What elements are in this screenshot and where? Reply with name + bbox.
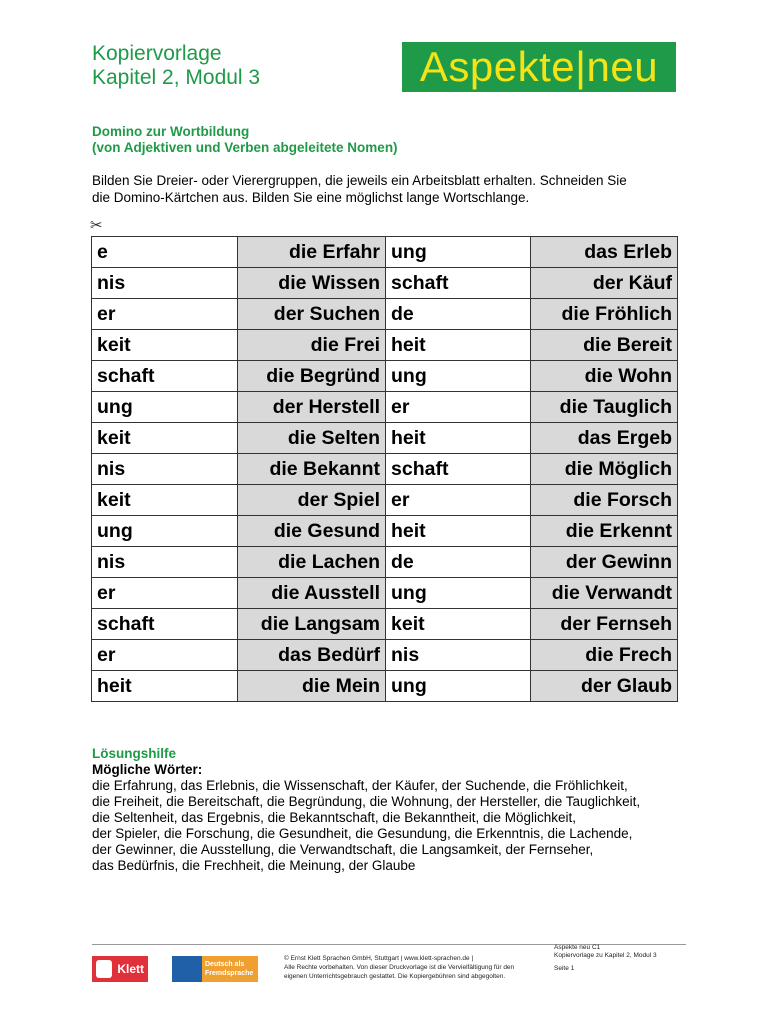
domino-suffix-cell: ung [386, 237, 531, 268]
domino-stem-cell: der Fernseh [531, 609, 678, 640]
solution-line: der Gewinner, die Ausstellung, die Verwandtschaft, die Langsamkeit, der Fernseher, [92, 842, 594, 857]
header-line-1: Kopiervorlage [92, 42, 222, 65]
solution-line: die Erfahrung, das Erlebnis, die Wissenschaft, der Käufer, der Suchende, die Fröhlichkeit, [92, 778, 628, 793]
section-title-line-2: (von Adjektiven und Verben abgeleitete Nomen) [92, 140, 398, 155]
page-header-title [92, 42, 260, 90]
solution-words [92, 778, 692, 874]
domino-row [92, 671, 678, 702]
domino-suffix-cell: schaft [386, 454, 531, 485]
domino-stem-cell: das Erleb [531, 237, 678, 268]
domino-suffix-cell: er [386, 485, 531, 516]
daf-logo-label: Deutsch als Fremdsprache [202, 956, 258, 982]
domino-suffix-cell: schaft [92, 361, 238, 392]
domino-stem-cell: die Mein [238, 671, 386, 702]
domino-stem-cell: die Frech [531, 640, 678, 671]
domino-suffix-cell: nis [92, 268, 238, 299]
copyright-line-1: © Ernst Klett Sprachen GmbH, Stuttgart | www.klett-sprachen.de | [284, 955, 474, 962]
domino-row [92, 640, 678, 671]
domino-stem-cell: die Begründ [238, 361, 386, 392]
domino-stem-cell: die Fröhlich [531, 299, 678, 330]
domino-suffix-cell: de [386, 299, 531, 330]
domino-stem-cell: die Wissen [238, 268, 386, 299]
section-title [92, 124, 398, 156]
domino-suffix-cell: keit [92, 330, 238, 361]
domino-suffix-cell: er [92, 299, 238, 330]
solution-section [92, 746, 692, 874]
domino-stem-cell: die Möglich [531, 454, 678, 485]
domino-suffix-cell: heit [386, 516, 531, 547]
domino-suffix-cell: keit [386, 609, 531, 640]
domino-suffix-cell: schaft [92, 609, 238, 640]
solution-line: die Seltenheit, das Ergebnis, die Bekanntschaft, die Bekanntheit, die Möglichkeit, [92, 810, 577, 825]
klett-emblem-icon [96, 960, 112, 978]
domino-row [92, 485, 678, 516]
domino-suffix-cell: nis [92, 547, 238, 578]
domino-stem-cell: der Käuf [531, 268, 678, 299]
domino-suffix-cell: er [386, 392, 531, 423]
domino-suffix-cell: e [92, 237, 238, 268]
domino-suffix-cell: er [92, 640, 238, 671]
instructions-line-2: die Domino-Kärtchen aus. Bilden Sie eine möglichst lange Wortschlange. [92, 190, 530, 205]
domino-stem-cell: der Spiel [238, 485, 386, 516]
domino-row [92, 237, 678, 268]
copyright-notice [284, 954, 534, 981]
domino-suffix-cell: heit [92, 671, 238, 702]
domino-stem-cell: der Gewinn [531, 547, 678, 578]
domino-suffix-cell: heit [386, 423, 531, 454]
instructions [92, 172, 682, 206]
domino-suffix-cell: ung [92, 392, 238, 423]
scissors-icon: ✂ [90, 217, 103, 234]
instructions-line-1: Bilden Sie Dreier- oder Vierergruppen, die jeweils ein Arbeitsblatt erhalten. Schneiden Sie [92, 173, 627, 188]
header-line-2: Kapitel 2, Modul 3 [92, 66, 261, 89]
page-meta [554, 944, 684, 973]
domino-row [92, 299, 678, 330]
domino-stem-cell: die Erfahr [238, 237, 386, 268]
domino-stem-cell: der Herstell [238, 392, 386, 423]
solution-line: die Freiheit, die Bereitschaft, die Begründung, die Wohnung, der Hersteller, die Tauglichkeit, [92, 794, 641, 809]
klett-logo-label: Klett [117, 962, 144, 976]
domino-stem-cell: die Bereit [531, 330, 678, 361]
logo-text: Aspekte|neu [419, 43, 659, 90]
domino-row [92, 392, 678, 423]
domino-stem-cell: die Selten [238, 423, 386, 454]
domino-stem-cell: die Erkennt [531, 516, 678, 547]
domino-stem-cell: die Forsch [531, 485, 678, 516]
domino-stem-cell: die Frei [238, 330, 386, 361]
domino-row [92, 609, 678, 640]
domino-stem-cell: die Bekannt [238, 454, 386, 485]
domino-row [92, 547, 678, 578]
domino-suffix-cell: heit [386, 330, 531, 361]
domino-stem-cell: die Tauglich [531, 392, 678, 423]
aspekte-neu-logo [402, 42, 676, 92]
domino-suffix-cell: nis [386, 640, 531, 671]
domino-suffix-cell: er [92, 578, 238, 609]
domino-stem-cell: die Langsam [238, 609, 386, 640]
meta-line-2: Kopiervorlage zu Kapitel 2, Modul 3 [554, 952, 657, 959]
domino-row [92, 454, 678, 485]
domino-stem-cell: der Suchen [238, 299, 386, 330]
solution-line: der Spieler, die Forschung, die Gesundheit, die Gesundung, die Erkenntnis, die Lachende, [92, 826, 633, 841]
klett-logo [92, 956, 148, 982]
meta-line-3: Seite 1 [554, 965, 575, 972]
domino-suffix-cell: ung [386, 671, 531, 702]
copyright-line-2: Alle Rechte vorbehalten. Von dieser Druckvorlage ist die Vervielfältigung für den [284, 964, 515, 971]
domino-suffix-cell: schaft [386, 268, 531, 299]
domino-suffix-cell: nis [92, 454, 238, 485]
domino-stem-cell: das Bedürf [238, 640, 386, 671]
solution-subtitle: Mögliche Wörter: [92, 762, 203, 777]
domino-row [92, 268, 678, 299]
domino-stem-cell: die Ausstell [238, 578, 386, 609]
domino-row [92, 361, 678, 392]
domino-stem-cell: die Wohn [531, 361, 678, 392]
domino-table [91, 236, 678, 702]
domino-suffix-cell: ung [386, 361, 531, 392]
domino-suffix-cell: ung [386, 578, 531, 609]
domino-row [92, 423, 678, 454]
domino-stem-cell: die Lachen [238, 547, 386, 578]
daf-logo [172, 956, 258, 982]
domino-suffix-cell: de [386, 547, 531, 578]
domino-row [92, 330, 678, 361]
domino-suffix-cell: keit [92, 485, 238, 516]
daf-emblem-icon [172, 956, 202, 982]
solution-line: das Bedürfnis, die Frechheit, die Meinung, der Glaube [92, 858, 416, 873]
domino-suffix-cell: ung [92, 516, 238, 547]
section-title-line-1: Domino zur Wortbildung [92, 124, 250, 139]
domino-row [92, 516, 678, 547]
domino-suffix-cell: keit [92, 423, 238, 454]
domino-row [92, 578, 678, 609]
solution-title: Lösungshilfe [92, 746, 176, 761]
domino-stem-cell: das Ergeb [531, 423, 678, 454]
domino-stem-cell: die Verwandt [531, 578, 678, 609]
copyright-line-3: eigenen Unterrichtsgebrauch gestattet. Die Kopiergebühren sind abgegolten. [284, 973, 506, 980]
domino-stem-cell: die Gesund [238, 516, 386, 547]
meta-line-1: Aspekte neu C1 [554, 944, 601, 951]
domino-stem-cell: der Glaub [531, 671, 678, 702]
